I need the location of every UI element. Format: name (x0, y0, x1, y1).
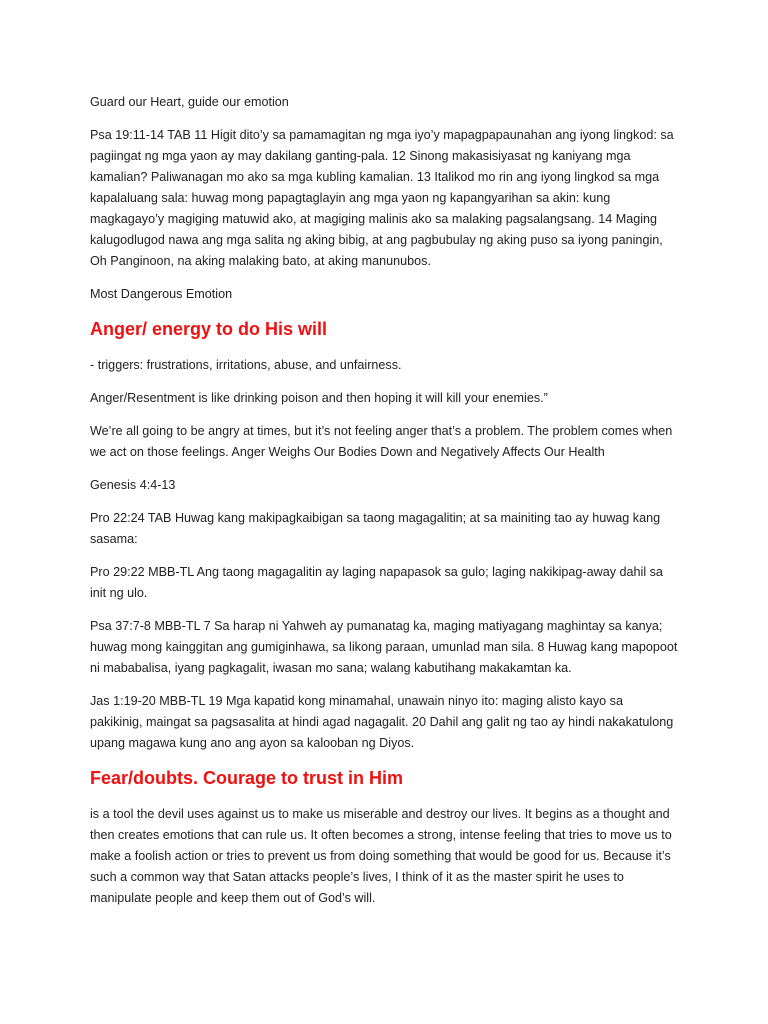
heading-anger: Anger/ energy to do His will (90, 319, 328, 339)
heading-fear: Fear/doubts. Courage to trust in Him (90, 768, 404, 788)
fear-paragraph: is a tool the devil uses against us to make us miserable and destroy our lives. It begins as a thought and then creates emotions that can rule us. It often becomes a strong, intense feeling that tries to move us to make a foolish action or tries to prevent us from doing something that would be good for us. Because it’s such a common way that Satan attacks people’s lives, I think of it as the master spirit he uses to manipulate people and keep them out of God’s will. (90, 807, 672, 905)
triggers-line: - triggers: frustrations, irritations, abuse, and unfairness. (90, 358, 402, 372)
psa19-passage: Psa 19:11-14 TAB 11 Higit dito’y sa pamamagitan ng mga iyo’y mapagpapaunahan ang iyong lingkod: sa pagiingat ng mga yaon ay may dakilang ganting-pala. 12 Sinong makasisiyasat ng kaniyang mga kamalian? Paliwanagan mo ako sa mga kubling kamalian. 13 Italikod mo rin ang iyong lingkod sa mga kapalaluang sala: huwag mong papagtaglayin ang mga yaon ng kapangyarihan sa akin: kung magkagayo’y magiging matuwid ako, at magiging malinis ako sa malaking pagsalangsang. 14 Maging kalugodlugod nawa ang mga salita ng aking bibig, at ang pagbubulay ng aking puso sa iyong paningin, Oh Panginoon, na aking malaking bato, at aking manunubos. (90, 128, 674, 268)
document-page (90, 92, 678, 921)
document-title: Guard our Heart, guide our emotion (90, 95, 289, 109)
psa37-passage: Psa 37:7-8 MBB-TL 7 Sa harap ni Yahweh ay pumanatag ka, maging matiyagang maghintay sa kanya; huwag mong kainggitan ang gumiginhawa, sa likong paraan, umunlad man sila. 8 Huwag kang mapopoot ni mababalisa, iyang pagkagalit, iwasan mo sana; walang kabutihang makakamtan ka. (90, 619, 678, 675)
resentment-quote: Anger/Resentment is like drinking poison and then hoping it will kill your enemies.” (90, 391, 548, 405)
angry-at-times-paragraph: We’re all going to be angry at times, but it’s not feeling anger that’s a problem. The problem comes when we act on those feelings. Anger Weighs Our Bodies Down and Negatively Affects Our Health (90, 424, 673, 459)
pro22-passage: Pro 22:24 TAB Huwag kang makipagkaibigan sa taong magagalitin; at sa mainiting tao ay huwag kang sasama: (90, 511, 661, 546)
pro29-passage: Pro 29:22 MBB-TL Ang taong magagalitin ay laging napapasok sa gulo; laging nakikipag-away dahil sa init ng ulo. (90, 565, 663, 600)
genesis-reference: Genesis 4:4-13 (90, 478, 176, 492)
most-dangerous-label: Most Dangerous Emotion (90, 287, 233, 301)
jas1-passage: Jas 1:19-20 MBB-TL 19 Mga kapatid kong minamahal, unawain ninyo ito: maging alisto kayo sa pakikinig, maingat sa pagsasalita at hindi agad nagagalit. 20 Dahil ang galit ng tao ay hindi nakakatulong upang magawa kung ano ang ayon sa kalooban ng Diyos. (90, 694, 674, 750)
